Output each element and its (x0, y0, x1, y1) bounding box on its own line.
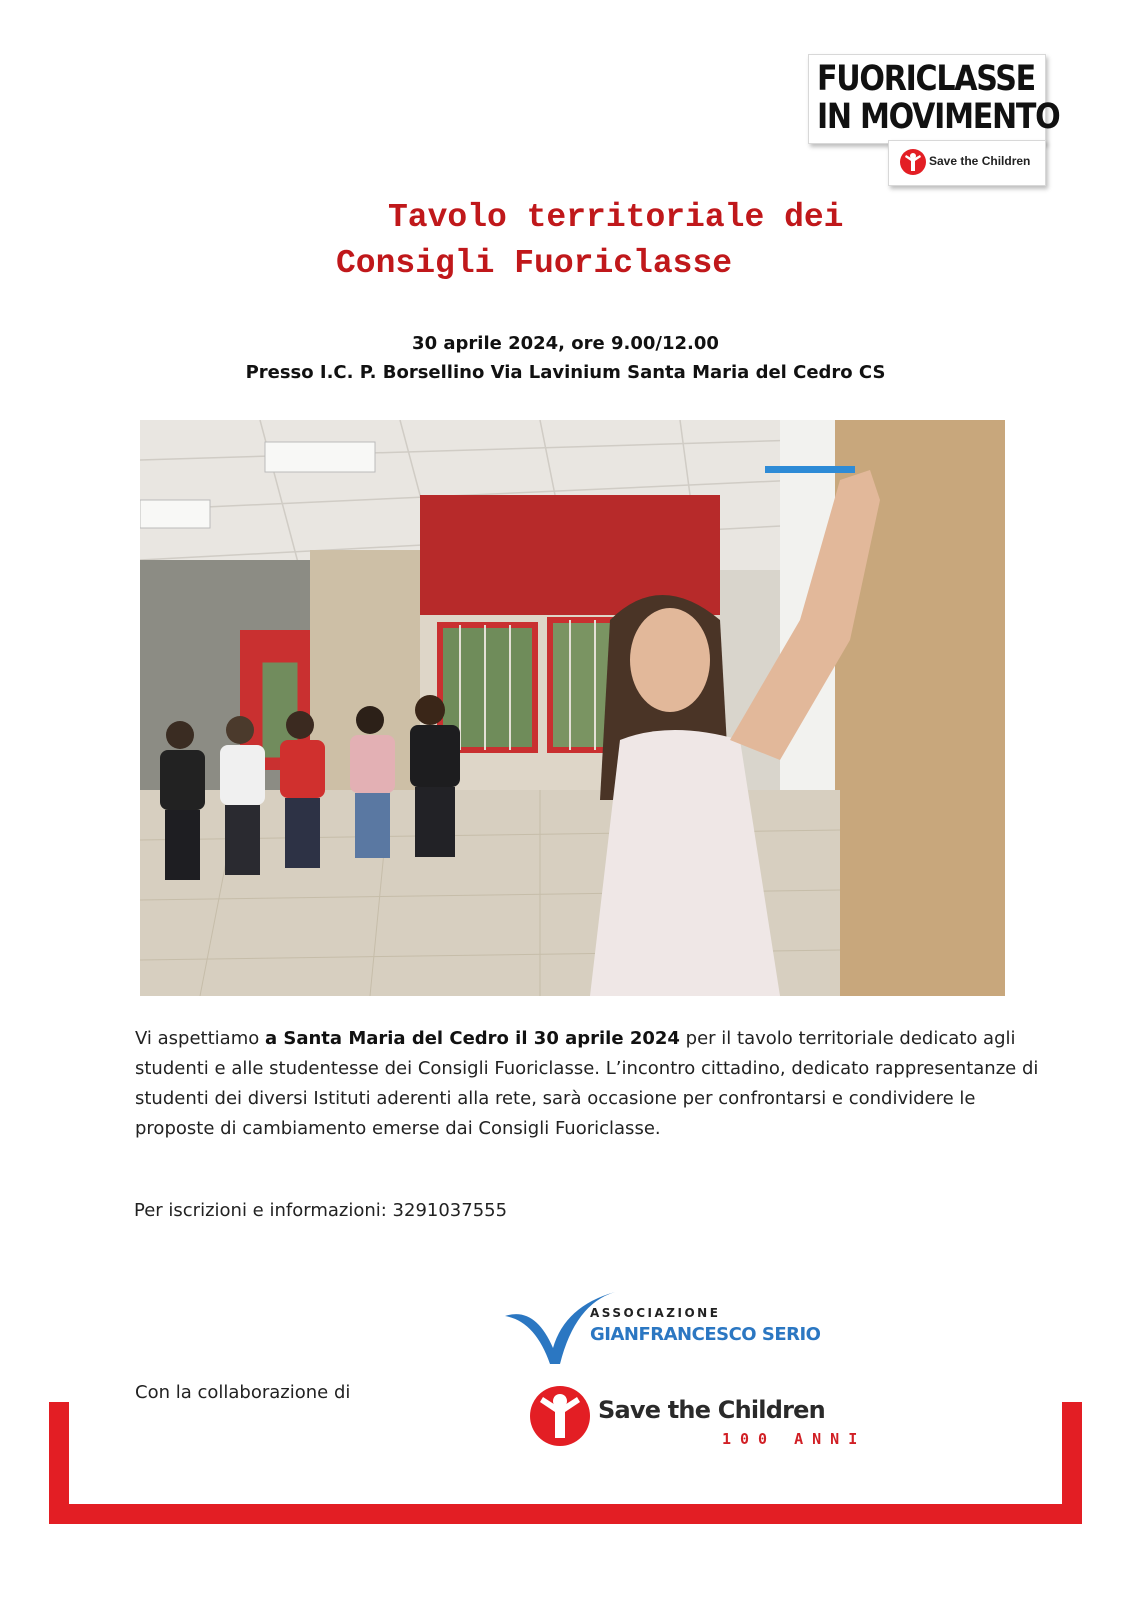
save-the-children-emblem-icon (528, 1384, 592, 1448)
logo-line-1: FUORICLASSE (817, 59, 1035, 99)
fuoriclasse-logo (808, 54, 1060, 184)
frame-bottom-bar (49, 1504, 1082, 1524)
title-line-2: Consigli Fuoriclasse (336, 245, 733, 282)
serio-label-small: ASSOCIAZIONE (590, 1306, 721, 1320)
save-the-children-logo (520, 1372, 867, 1472)
body-rest: per il tavolo territoriale dedicato agli studenti e alle studentesse dei Consigli Fuoriclasse. L’incontro cittadino, dedicato rappresentanze di studenti dei diversi Istituti aderenti alla rete, sarà occasione per confrontarsi e condividere le proposte di cambiamento emerse dai Consigli Fuoriclasse. (135, 1028, 1039, 1139)
body-intro: Vi aspettiamo (135, 1028, 265, 1049)
collaboration-label: Con la collaborazione di (135, 1382, 351, 1403)
serio-label-big: GIANFRANCESCO SERIO (590, 1324, 821, 1345)
save-the-children-icon (899, 148, 927, 176)
stc-name: Save the Children (598, 1396, 825, 1424)
title-line-1: Tavolo territoriale dei (388, 199, 844, 236)
event-location: Presso I.C. P. Borsellino Via Lavinium Santa Maria del Cedro CS (245, 362, 886, 383)
logo-org-box (888, 140, 1046, 186)
logo-line-2: IN MOVIMENTO (817, 97, 1060, 137)
event-date-time: 30 aprile 2024, ore 9.00/12.00 (412, 333, 719, 354)
logo-org-label: Save the Children (929, 154, 1031, 168)
serio-logo (505, 1286, 825, 1366)
fuoriclasse-logo-box (808, 54, 1060, 144)
body-highlight: a Santa Maria del Cedro il 30 aprile 2024 (264, 1028, 680, 1049)
body-paragraph (135, 1024, 1055, 1144)
contact-info: Per iscrizioni e informazioni: 3291037555 (134, 1200, 508, 1221)
classroom-photo-illustration (140, 420, 1005, 996)
event-photo (140, 420, 1005, 996)
stc-subtitle: 100 ANNI (722, 1430, 867, 1448)
